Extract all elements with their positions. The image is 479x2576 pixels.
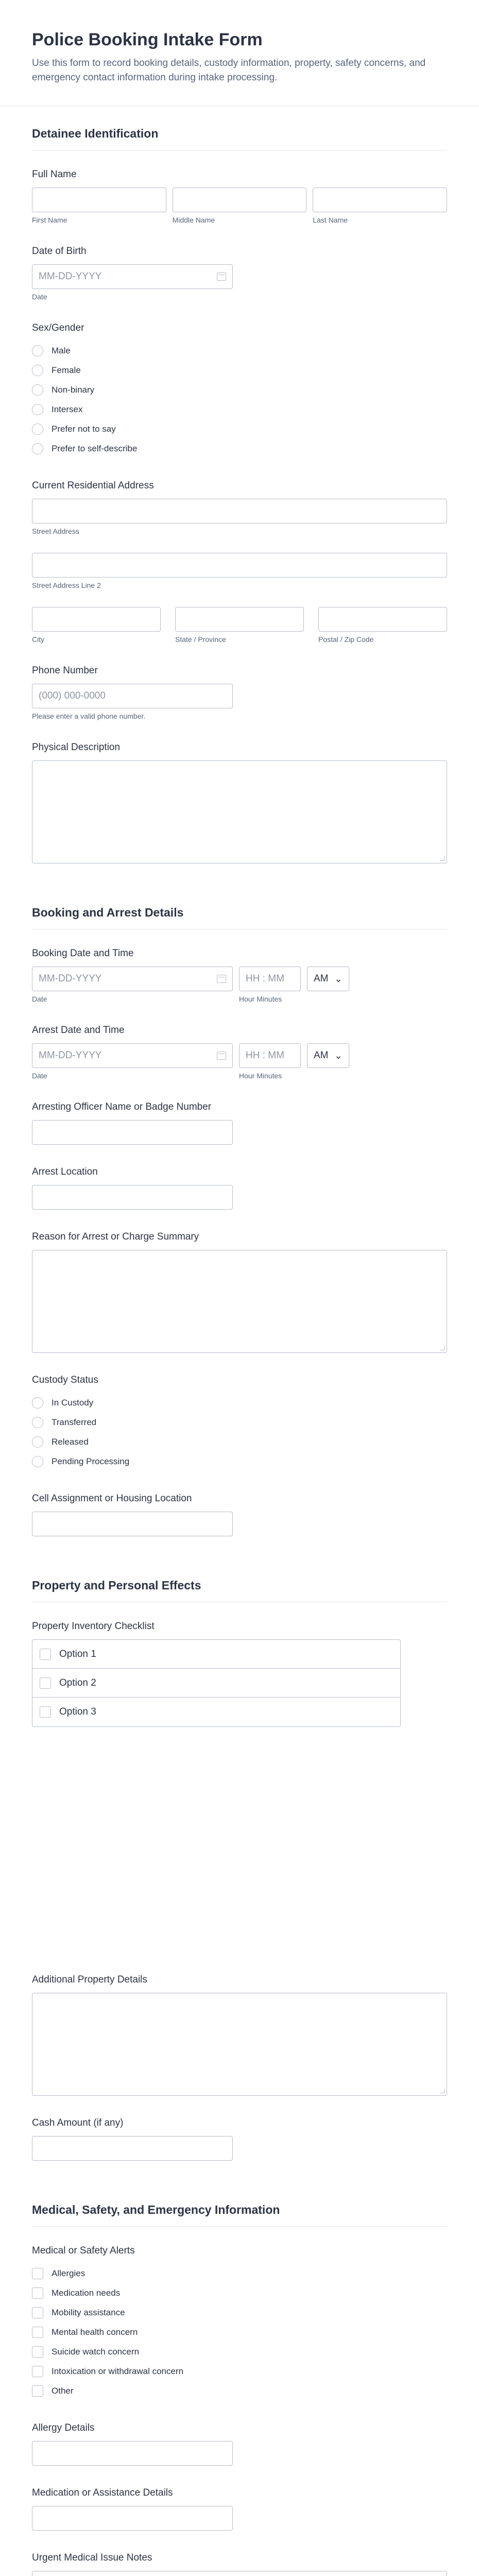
- placeholder: MM-DD-YYYY: [39, 271, 102, 282]
- form-description: Use this form to record booking details, custody information, property, safety concerns, and emergency contact information during intake processing.: [32, 58, 426, 83]
- option-label: Pending Processing: [52, 1456, 130, 1466]
- placeholder: HH : MM: [246, 1050, 284, 1061]
- radio-option[interactable]: [32, 341, 447, 361]
- checkbox[interactable]: [40, 1649, 51, 1660]
- radio-option[interactable]: [32, 1452, 447, 1471]
- checkbox-option[interactable]: [32, 2323, 447, 2342]
- section-title: Medical, Safety, and Emergency Information: [32, 2203, 447, 2227]
- city-input[interactable]: [32, 607, 161, 632]
- option-label: Prefer to self-describe: [52, 444, 138, 453]
- option-label: Allergies: [52, 2268, 85, 2278]
- field-label: Medication or Assistance Details: [32, 2487, 173, 2498]
- medication-field: [32, 2487, 447, 2531]
- checkbox-option[interactable]: [32, 2283, 447, 2303]
- sublabel: State / Province: [175, 635, 226, 643]
- sex-field: [32, 323, 447, 459]
- ampm-select[interactable]: [307, 1043, 349, 1068]
- street-address-input[interactable]: [32, 499, 447, 523]
- radio-option[interactable]: [32, 361, 447, 380]
- radio-option[interactable]: [32, 1432, 447, 1452]
- field-label: Current Residential Address: [32, 480, 154, 491]
- radio-button[interactable]: [32, 1436, 43, 1448]
- checkbox[interactable]: [32, 2385, 43, 2397]
- placeholder: MM-DD-YYYY: [39, 973, 102, 984]
- field-label: Cell Assignment or Housing Location: [32, 1493, 192, 1504]
- radio-option[interactable]: [32, 419, 447, 439]
- field-label: Cash Amount (if any): [32, 2117, 124, 2128]
- checkbox[interactable]: [40, 1706, 51, 1718]
- option-label: Other: [52, 2386, 74, 2396]
- sublabel: Middle Name: [172, 216, 215, 224]
- arrest-time-input[interactable]: [239, 1043, 301, 1068]
- zip-input[interactable]: [318, 607, 447, 632]
- option-label: Female: [52, 365, 81, 375]
- chevron-down-icon: ⌄: [334, 1050, 343, 1061]
- custody-status-field: [32, 1375, 447, 1471]
- calendar-icon[interactable]: [217, 975, 226, 983]
- field-label: Arrest Location: [32, 1166, 98, 1177]
- field-label: Booking Date and Time: [32, 948, 134, 959]
- sublabel: Street Address: [32, 527, 79, 535]
- checkbox-option[interactable]: [32, 2264, 447, 2283]
- arrest-location-field: [32, 1166, 447, 1210]
- physical-description-field: [32, 742, 447, 863]
- chevron-down-icon: ⌄: [334, 973, 343, 985]
- phone-field: [32, 665, 447, 720]
- last-name-input[interactable]: [313, 188, 447, 212]
- radio-option[interactable]: [32, 400, 447, 419]
- full-name-field: [32, 169, 447, 224]
- cash-field: [32, 2117, 447, 2161]
- section-medical: [0, 2182, 479, 2576]
- booking-datetime-field: [32, 948, 447, 1003]
- checkbox[interactable]: [32, 2327, 43, 2338]
- first-name-input[interactable]: [32, 188, 166, 212]
- placeholder: (000) 000-0000: [39, 690, 106, 701]
- arrest-date-input[interactable]: [32, 1043, 233, 1068]
- sublabel: Date: [32, 995, 47, 1003]
- option-label: In Custody: [52, 1398, 94, 1408]
- booking-date-input[interactable]: [32, 967, 233, 991]
- state-input[interactable]: [175, 607, 304, 632]
- reason-field: [32, 1231, 447, 1353]
- booking-time-input[interactable]: [239, 967, 301, 991]
- sublabel: Please enter a valid phone number.: [32, 712, 146, 720]
- checkbox[interactable]: [32, 2268, 43, 2279]
- checklist-item[interactable]: [32, 1640, 400, 1669]
- sublabel: Street Address Line 2: [32, 581, 101, 589]
- field-label: Property Inventory Checklist: [32, 1621, 155, 1632]
- middle-name-input[interactable]: [173, 188, 307, 212]
- option-label: Non-binary: [52, 385, 95, 395]
- arrest-datetime-field: [32, 1025, 447, 1080]
- section-title: Detainee Identification: [32, 127, 447, 150]
- field-label: Full Name: [32, 169, 77, 180]
- cell-field: [32, 1493, 447, 1536]
- officer-input[interactable]: [32, 1120, 233, 1145]
- checkbox-option[interactable]: [32, 2303, 447, 2323]
- field-label: Date of Birth: [32, 246, 87, 257]
- field-label: Arresting Officer Name or Badge Number: [32, 1101, 212, 1112]
- checkbox[interactable]: [32, 2287, 43, 2299]
- radio-button[interactable]: [32, 1397, 43, 1409]
- street-address-line2-input[interactable]: [32, 553, 447, 578]
- option-label: Medication needs: [52, 2288, 121, 2298]
- option-label: Suicide watch concern: [52, 2347, 140, 2357]
- field-label: Reason for Arrest or Charge Summary: [32, 1231, 199, 1242]
- radio-option[interactable]: [32, 439, 447, 459]
- allergy-field: [32, 2422, 447, 2466]
- radio-option[interactable]: [32, 380, 447, 400]
- field-label: Urgent Medical Issue Notes: [32, 2552, 152, 2563]
- allergy-input[interactable]: [32, 2441, 233, 2466]
- officer-field: [32, 1101, 447, 1145]
- sublabel: First Name: [32, 216, 67, 224]
- radio-button[interactable]: [32, 345, 43, 357]
- sublabel: Date: [32, 1072, 47, 1080]
- field-label: Additional Property Details: [32, 1974, 147, 1985]
- section-booking: [0, 885, 479, 1536]
- field-label: Allergy Details: [32, 2422, 95, 2433]
- field-label: Medical or Safety Alerts: [32, 2245, 135, 2256]
- radio-option[interactable]: [32, 1413, 447, 1432]
- field-label: Sex/Gender: [32, 323, 84, 333]
- address-field: [32, 480, 447, 643]
- section-title: Property and Personal Effects: [32, 1579, 447, 1602]
- option-label: Mobility assistance: [52, 2308, 125, 2317]
- radio-button[interactable]: [32, 404, 43, 415]
- option-label: Intersex: [52, 404, 83, 414]
- additional-property-textarea[interactable]: [32, 1993, 447, 2096]
- additional-property-field: [32, 1974, 447, 2096]
- option-label: Prefer not to say: [52, 424, 116, 434]
- checklist-item[interactable]: [32, 1698, 400, 1726]
- section-detainee: [0, 106, 479, 863]
- field-label: Phone Number: [32, 665, 98, 676]
- ampm-select[interactable]: [307, 967, 349, 991]
- option-label: Released: [52, 1437, 89, 1447]
- medication-input[interactable]: [32, 2506, 233, 2531]
- option-label: Transferred: [52, 1417, 97, 1427]
- cash-input[interactable]: [32, 2136, 233, 2161]
- field-label: Arrest Date and Time: [32, 1025, 125, 1036]
- radio-option[interactable]: [32, 1393, 447, 1413]
- sublabel: Date: [32, 293, 47, 301]
- ampm-value: AM: [314, 1050, 329, 1061]
- radio-button[interactable]: [32, 443, 43, 454]
- sublabel: City: [32, 635, 45, 643]
- radio-button[interactable]: [32, 365, 43, 376]
- sublabel: Last Name: [313, 216, 348, 224]
- radio-button[interactable]: [32, 1456, 43, 1467]
- urgent-notes-field: [32, 2552, 447, 2576]
- placeholder: HH : MM: [246, 973, 284, 984]
- form-title: Police Booking Intake Form: [32, 30, 263, 49]
- alerts-field: [32, 2245, 447, 2401]
- urgent-notes-textarea[interactable]: [32, 2571, 447, 2576]
- sublabel: Hour Minutes: [239, 995, 282, 1003]
- ampm-value: AM: [314, 973, 329, 984]
- dob-input[interactable]: [32, 264, 233, 289]
- phone-input[interactable]: [32, 684, 233, 708]
- checkbox[interactable]: [32, 2346, 43, 2358]
- form-header: [0, 0, 479, 106]
- checkbox[interactable]: [32, 2307, 43, 2318]
- section-property: [0, 1558, 479, 2161]
- option-label: Intoxication or withdrawal concern: [52, 2366, 184, 2376]
- calendar-icon[interactable]: [217, 1052, 226, 1060]
- checkbox-option[interactable]: [32, 2362, 447, 2381]
- checkbox-option[interactable]: [32, 2342, 447, 2362]
- inventory-field: [32, 1621, 447, 1727]
- field-label: Custody Status: [32, 1375, 98, 1385]
- radio-button[interactable]: [32, 423, 43, 435]
- reason-textarea[interactable]: [32, 1250, 447, 1353]
- option-label: Male: [52, 346, 71, 355]
- calendar-icon[interactable]: [217, 273, 226, 281]
- placeholder: MM-DD-YYYY: [39, 1050, 102, 1061]
- checkbox[interactable]: [32, 2366, 43, 2377]
- cell-input[interactable]: [32, 1512, 233, 1536]
- section-title: Booking and Arrest Details: [32, 906, 447, 929]
- arrest-location-input[interactable]: [32, 1185, 233, 1210]
- radio-button[interactable]: [32, 384, 43, 396]
- dob-field: [32, 246, 447, 301]
- option-label: Option 1: [59, 1648, 96, 1659]
- checkbox-option[interactable]: [32, 2381, 447, 2401]
- sublabel: Hour Minutes: [239, 1072, 282, 1080]
- checkbox[interactable]: [40, 1677, 51, 1689]
- physical-description-textarea[interactable]: [32, 760, 447, 863]
- inventory-checklist: [32, 1639, 401, 1727]
- checklist-item[interactable]: [32, 1669, 400, 1698]
- option-label: Mental health concern: [52, 2327, 138, 2337]
- sublabel: Postal / Zip Code: [318, 635, 374, 643]
- option-label: Option 3: [59, 1706, 96, 1717]
- field-label: Physical Description: [32, 742, 121, 753]
- radio-button[interactable]: [32, 1417, 43, 1428]
- option-label: Option 2: [59, 1677, 96, 1688]
